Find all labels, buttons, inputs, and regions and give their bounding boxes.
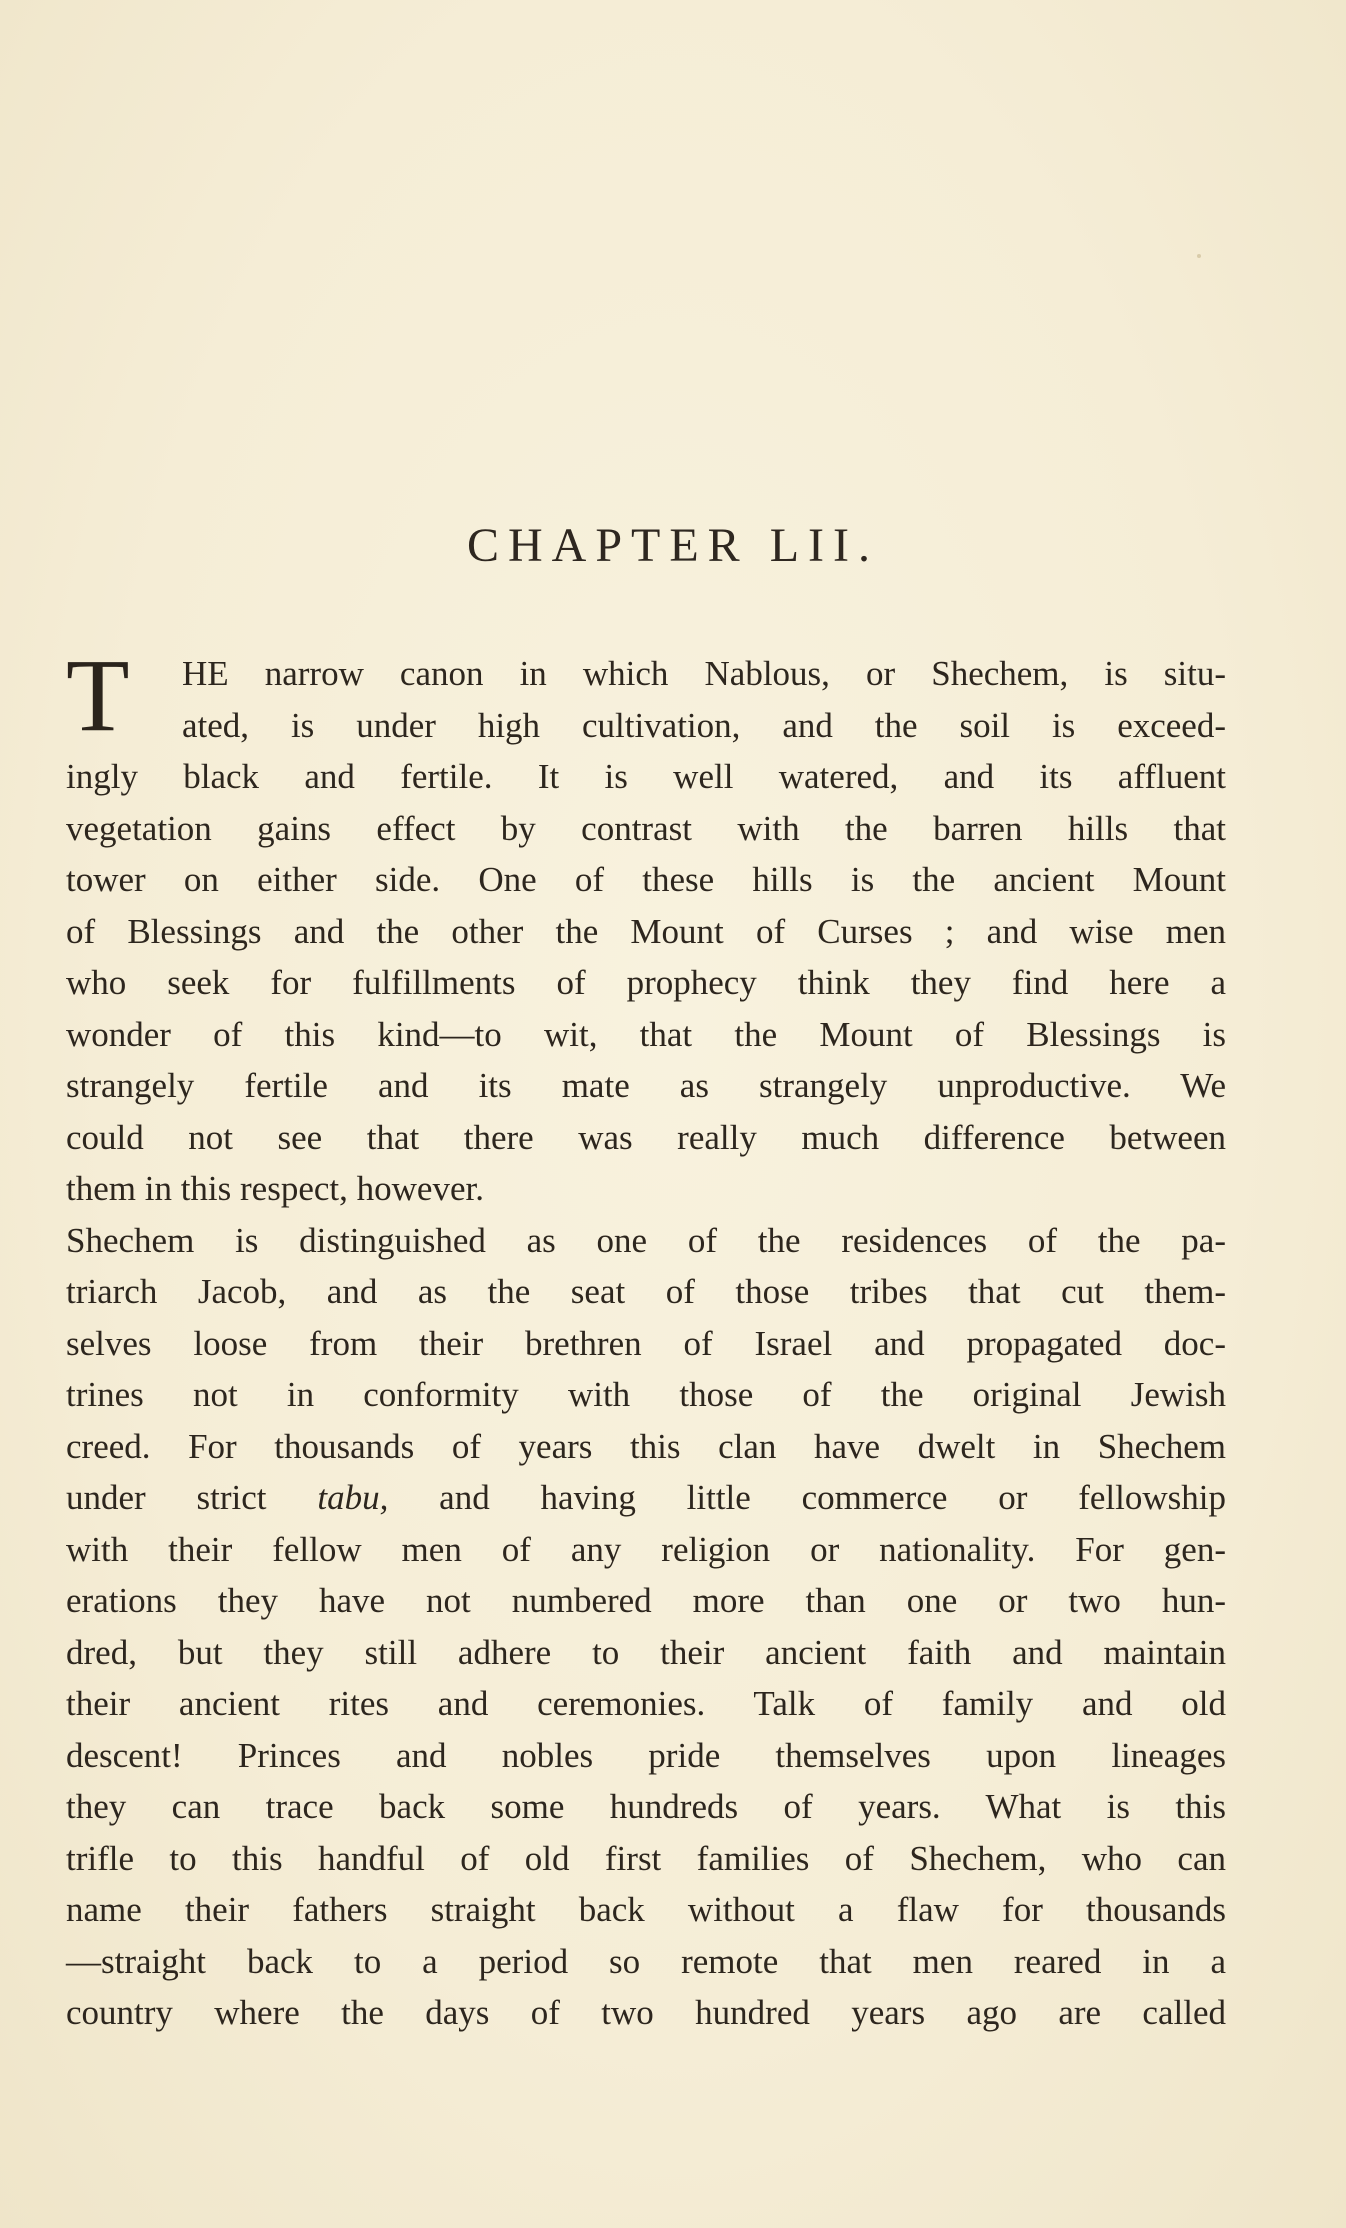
text-line: tower on either side. One of these hills is the ancient Mount [66, 860, 1226, 899]
text-line: could not see that there was really much difference between [66, 1117, 1226, 1157]
text-line: with their fellow men of any religion or nationality. For gen- [66, 1529, 1226, 1569]
text-line: their ancient rites and ceremonies. Talk of family and old [66, 1684, 1226, 1723]
text-line: trines not in conformity with those of the original Jewish [66, 1375, 1226, 1414]
text-line: vegetation gains effect by contrast with the barren hills that [66, 808, 1226, 848]
text-line: they can trace back some hundreds of years. What is this [66, 1787, 1226, 1826]
paper-speck [1197, 254, 1201, 258]
text-line: ingly black and fertile. It is well watered, and its affluent [66, 757, 1226, 796]
text-line: dred, but they still adhere to their ancient faith and maintain [66, 1632, 1226, 1672]
text-line: of Blessings and the other the Mount of Curses ; and wise men [66, 911, 1226, 951]
text-line: country where the days of two hundred years ago are called [66, 1993, 1226, 2032]
text-line: triarch Jacob, and as the seat of those tribes that cut them- [66, 1272, 1226, 1311]
text-fragment: and having little commerce or fellowship [388, 1478, 1226, 1517]
text-line-with-italic [66, 1472, 1226, 1524]
body-text [66, 638, 1226, 2039]
text-line: selves loose from their brethren of Israel and propagated doc- [66, 1323, 1226, 1363]
text-line: trifle to this handful of old first families of Shechem, who can [66, 1838, 1226, 1878]
chapter-title: CHAPTER LII. [467, 519, 879, 572]
text-fragment: under strict [66, 1478, 318, 1517]
text-line: Shechem is distinguished as one of the residences of the pa- [66, 1220, 1226, 1260]
text-line: creed. For thousands of years this clan have dwelt in Shechem [66, 1426, 1226, 1466]
text-line: erations they have not numbered more than one or two hun- [66, 1581, 1226, 1620]
text-line: ated, is under high cultivation, and the soil is exceed- [182, 705, 1226, 745]
text-line: name their fathers straight back without a flaw for thousands [66, 1890, 1226, 1929]
text-line: who seek for fulfillments of prophecy think they find here a [66, 963, 1226, 1002]
text-line: descent! Princes and nobles pride themselves upon lineages [66, 1735, 1226, 1775]
text-line: wonder of this kind—to wit, that the Mount of Blessings is [66, 1014, 1226, 1054]
text-line: strangely fertile and its mate as strangely unproductive. We [66, 1066, 1226, 1105]
text-line: —straight back to a period so remote that men reared in a [66, 1941, 1226, 1981]
drop-cap-letter: T [66, 638, 130, 753]
italic-word: tabu, [317, 1478, 389, 1517]
text-line: them in this respect, however. [66, 1169, 484, 1208]
text-line: HE narrow canon in which Nablous, or Shechem, is situ- [182, 654, 1226, 693]
